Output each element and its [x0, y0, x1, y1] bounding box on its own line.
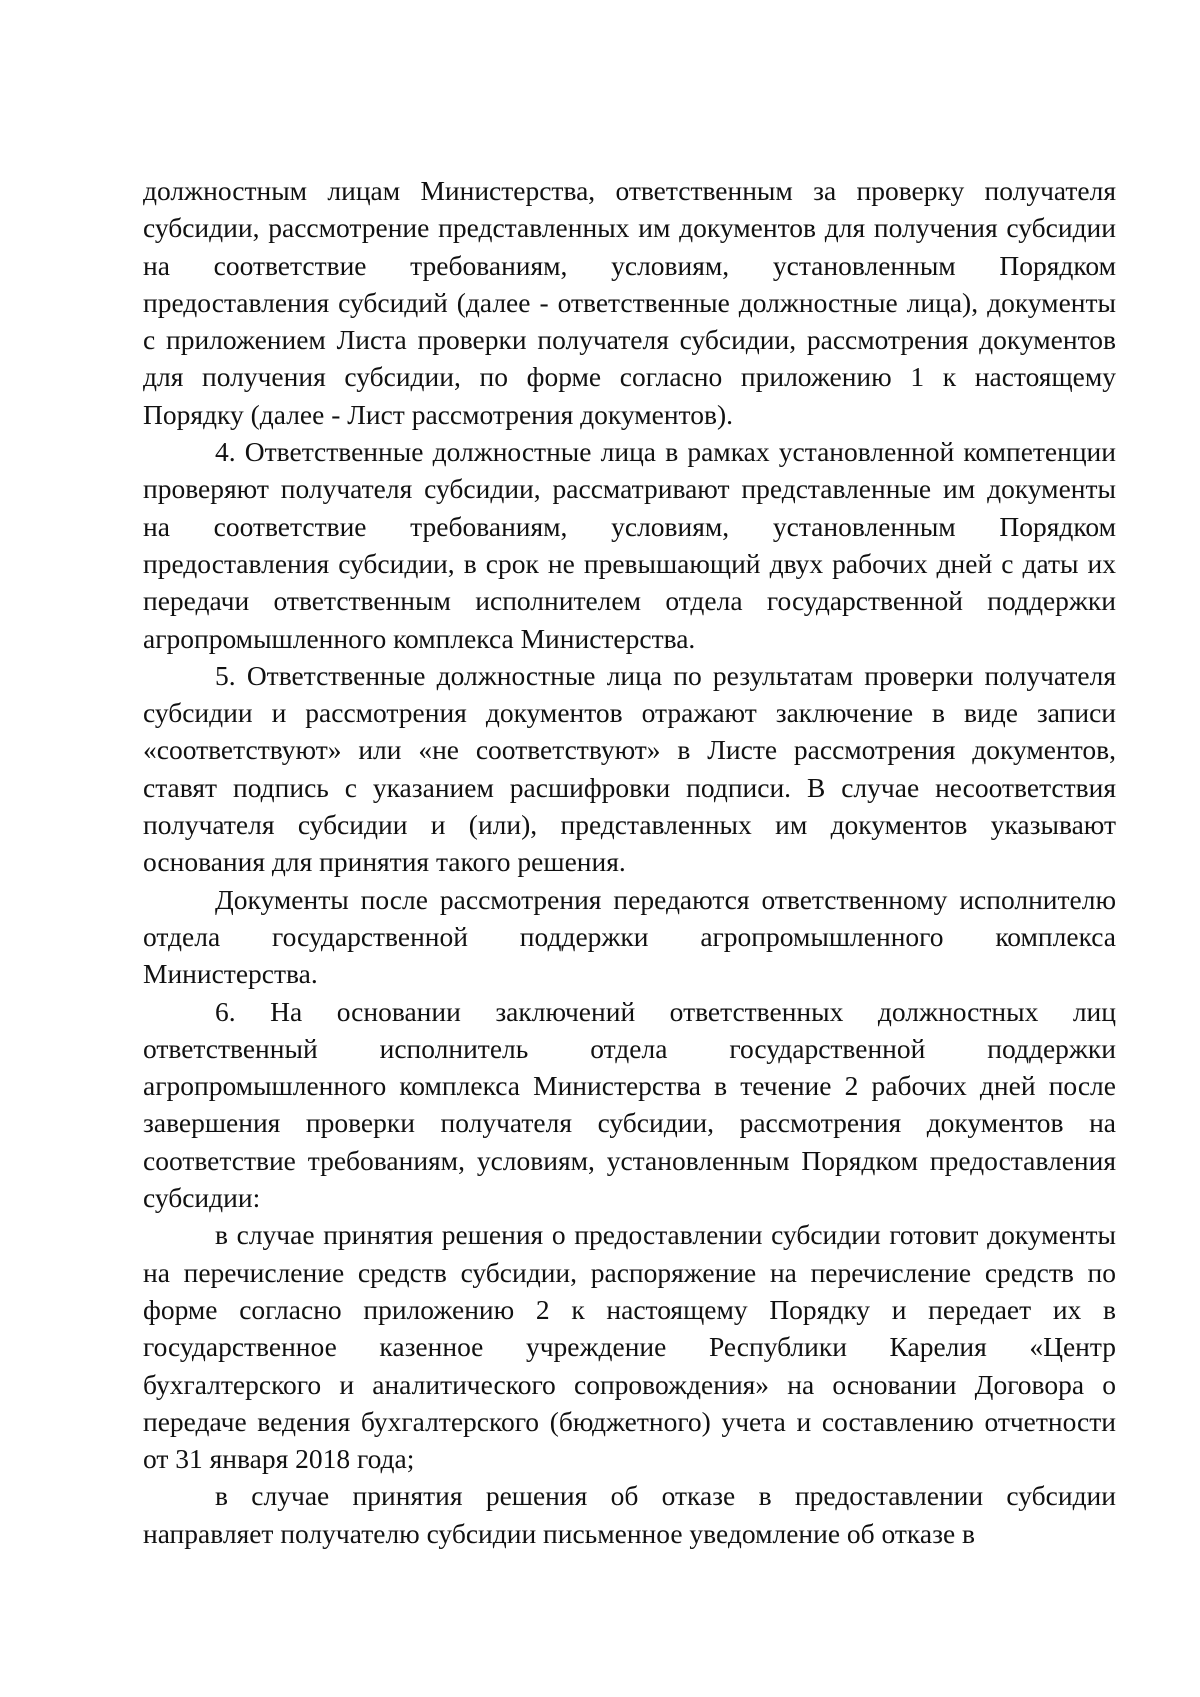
document-body: [143, 172, 1116, 1552]
paragraph-continuation: должностным лицам Министерства, ответственным за проверку получателя субсидии, рассмотрение представленных им документов для получения субсидии на соответствие требованиям, условиям, установленным Порядком предоставления субсидий (далее - ответственные должностные лица), документы с приложением Листа проверки получателя субсидии, рассмотрения документов для получения субсидии, по форме согласно приложению 1 к настоящему Порядку (далее - Лист рассмотрения документов).: [143, 175, 1116, 430]
paragraph-approval-case: в случае принятия решения о предоставлении субсидии готовит документы на перечисление средств субсидии, распоряжение на перечисление средств по форме согласно приложению 2 к настоящему Порядку и передает их в государственное казенное учреждение Республики Карелия «Центр бухгалтерского и аналитического сопровождения» на основании Договора о передаче ведения бухгалтерского (бюджетного) учета и составлению отчетности от 31 января 2018 года;: [143, 1219, 1116, 1475]
paragraph-item-4: 4. Ответственные должностные лица в рамках установленной компетенции проверяют получателя субсидии, рассматривают представленные им документы на соответствие требованиям, условиям, установленным Порядком предоставления субсидии, в срок не превышающий двух рабочих дней с даты их передачи ответственным исполнителем отдела государственной поддержки агропромышленного комплекса Министерства.: [143, 436, 1116, 654]
paragraph-documents-transfer: Документы после рассмотрения передаются ответственному исполнителю отдела государственной поддержки агропромышленного комплекса Министерства.: [143, 883, 1116, 990]
paragraph-item-6: 6. На основании заключений ответственных должностных лиц ответственный исполнитель отдела государственной поддержки агропромышленного комплекса Министерства в течение 2 рабочих дней после завершения проверки получателя субсидии, рассмотрения документов на соответствие требованиям, условиям, установленным Порядком предоставления субсидии:: [143, 995, 1116, 1214]
paragraph-item-5: 5. Ответственные должностные лица по результатам проверки получателя субсидии и рассмотрения документов отражают заключение в виде записи «соответствуют» или «не соответствуют» в Листе рассмотрения документов, ставят подпись с указанием расшифровки подписи. В случае несоответствия получателя субсидии и (или), представленных им документов указывают основания для принятия такого решения.: [143, 659, 1116, 878]
paragraph-refusal-case: в случае принятия решения об отказе в предоставлении субсидии направляет получателю субсидии письменное уведомление об отказе в: [143, 1480, 1116, 1549]
